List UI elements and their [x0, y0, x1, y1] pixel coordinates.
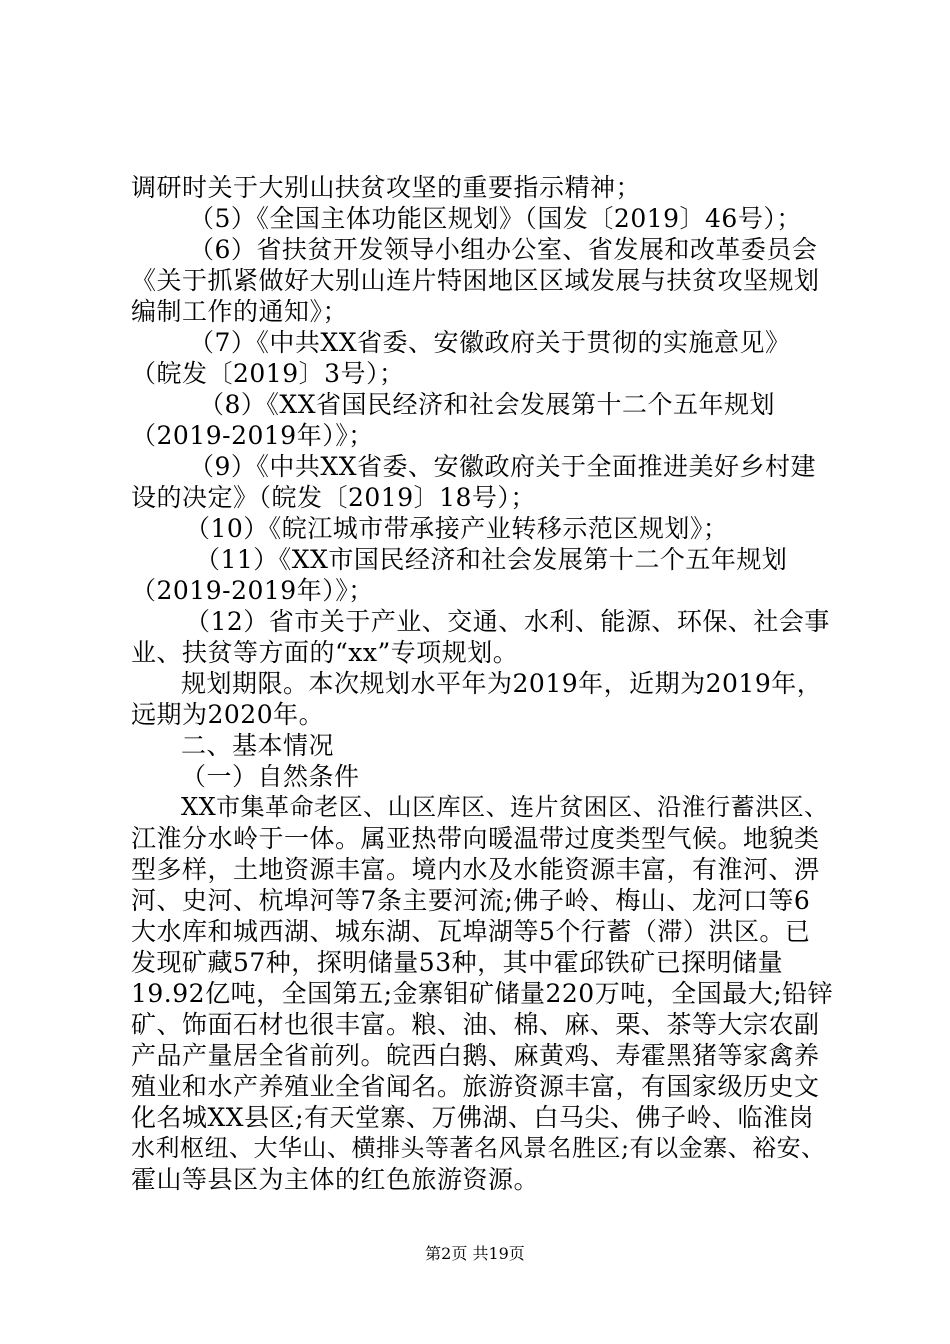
text-line-28: 矿、饰面石材也很丰富。粮、油、棉、麻、栗、茶等大宗农副	[131, 1010, 820, 1039]
text-line-15: （12）省市关于产业、交通、水利、能源、环保、社会事	[185, 607, 830, 636]
text-line-1: 调研时关于大别山扶贫攻坚的重要指示精神；	[131, 173, 642, 202]
text-line-6: （7）《中共XX省委、安徽政府关于贯彻的实施意见》	[189, 328, 791, 357]
text-line-10: （9）《中共XX省委、安徽政府关于全面推进美好乡村建	[189, 452, 817, 481]
document-body	[131, 172, 836, 1195]
text-line-14: （2019-2019年）》；	[131, 576, 374, 605]
text-line-12: （10）《皖江城市带承接产业转移示范区规划》；	[185, 514, 729, 543]
text-line-32: 水利枢纽、大华山、横排头等著名风景名胜区;有以金寨、裕安、	[131, 1134, 826, 1162]
text-line-9: （2019-2019年）》；	[131, 421, 374, 450]
text-line-18: 远期为2020年。	[131, 700, 325, 729]
text-line-30: 殖业和水产养殖业全省闻名。旅游资源丰富，有国家级历史文	[131, 1072, 820, 1101]
text-line-23: 型多样，土地资源丰富。境内水及水能资源丰富，有淮河、淠	[131, 855, 820, 884]
text-line-8: （8）《XX省国民经济和社会发展第十二个五年规划	[199, 390, 776, 419]
text-line-20: （一）自然条件	[181, 762, 360, 791]
text-line-7: （皖发〔2019〕3号）；	[131, 359, 405, 388]
text-line-16: 业、扶贫等方面的“xx”专项规划。	[131, 638, 519, 667]
text-line-27: 19.92亿吨，全国第五;金寨钼矿储量220万吨，全国最大;铅锌	[131, 979, 834, 1008]
text-line-4: 《关于抓紧做好大别山连片特困地区区域发展与扶贫攻坚规划	[131, 266, 820, 295]
text-line-2: （5）《全国主体功能区规划》（国发〔2019〕46号）；	[189, 204, 802, 233]
text-line-19: 二、基本情况	[181, 731, 335, 760]
text-line-22: 江淮分水岭于一体。属亚热带向暖温带过度类型气候。地貌类	[131, 824, 820, 853]
text-line-17: 规划期限。本次规划水平年为2019年，近期为2019年，	[181, 669, 823, 698]
text-line-26: 发现矿藏57种，探明储量53种，其中霍邱铁矿已探明储量	[131, 948, 784, 977]
text-line-31: 化名城XX县区;有天堂寨、万佛湖、白马尖、佛子岭、临淮岗	[131, 1103, 815, 1132]
text-line-29: 产品产量居全省前列。皖西白鹅、麻黄鸡、寿霍黑猪等家禽养	[131, 1041, 820, 1070]
text-line-21: XX市集革命老区、山区库区、连片贫困区、沿淮行蓄洪区、	[181, 793, 829, 821]
text-line-33: 霍山等县区为主体的红色旅游资源。	[131, 1165, 540, 1194]
text-line-13: （11）《XX市国民经济和社会发展第十二个五年规划	[195, 545, 788, 574]
text-line-5: 编制工作的通知》；	[131, 297, 349, 326]
text-line-3: （6）省扶贫开发领导小组办公室、省发展和改革委员会	[189, 235, 818, 264]
page-number-footer: 第2页 共19页	[425, 1244, 525, 1263]
text-line-24: 河、史河、杭埠河等7条主要河流;佛子岭、梅山、龙河口等6	[131, 886, 811, 915]
text-line-11: 设的决定》（皖发〔2019〕18号）；	[131, 483, 536, 512]
text-line-25: 大水库和城西湖、城东湖、瓦埠湖等5个行蓄（滞）洪区。已	[131, 917, 811, 946]
